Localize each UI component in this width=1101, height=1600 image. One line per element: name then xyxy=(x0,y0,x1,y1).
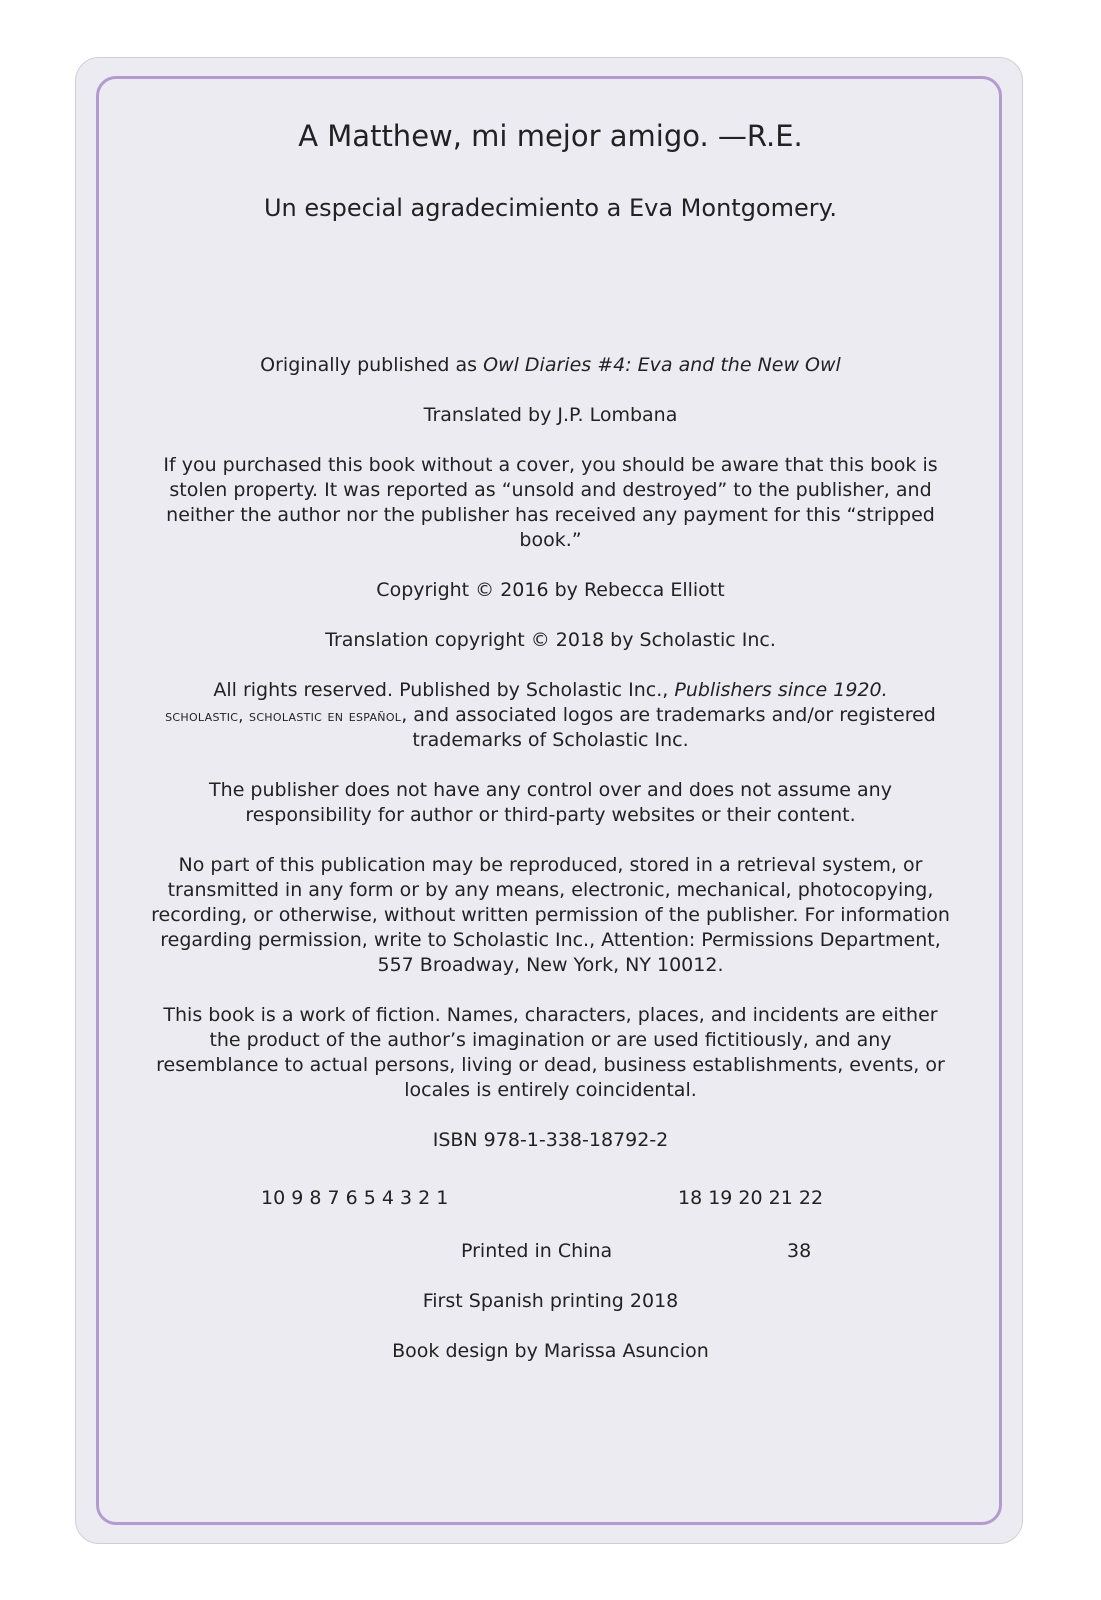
fiction-notice: This book is a work of fiction. Names, characters, places, and incidents are either the product of the author’s imagination or are used fictitiously, and any resemblance to actual persons, living or dead, business establishments, events, or locales is entirely coincidental. xyxy=(156,1004,945,1101)
dedication: A Matthew, mi mejor amigo. —R.E. xyxy=(298,119,803,153)
first-printing: First Spanish printing 2018 xyxy=(422,1290,679,1312)
rights-prefix: All rights reserved. Published by Scholastic Inc., xyxy=(213,679,675,701)
publisher-control-notice: The publisher does not have any control over and does not assume any responsibility for author or third-party websites or their content. xyxy=(209,779,892,826)
printed-code: 38 xyxy=(787,1240,812,1262)
trademark-names: scholastic, scholastic en español xyxy=(165,706,402,725)
rights-italic: Publishers since 1920. xyxy=(674,679,888,701)
reproduction-notice: No part of this publication may be reproduced, stored in a retrieval system, or transmitted in any form or by any means, electronic, mechanical, photocopying, recording, or otherwise, without written permission of the publisher. For information regarding permission, write to Scholastic Inc., Attention: Permissions Department, 557 Broadway, New York, NY 10012. xyxy=(151,854,950,976)
translator-credit: Translated by J.P. Lombana xyxy=(423,404,678,426)
print-line: 10 9 8 7 6 5 4 3 2 1 xyxy=(261,1187,449,1209)
original-prefix: Originally published as xyxy=(260,354,484,376)
translation-copyright-line: Translation copyright © 2018 by Scholastic Inc. xyxy=(325,629,776,651)
printed-in: Printed in China xyxy=(461,1240,613,1262)
design-credit: Book design by Marissa Asuncion xyxy=(392,1340,709,1362)
original-title: Owl Diaries #4: Eva and the New Owl xyxy=(483,354,841,376)
original-publication xyxy=(150,353,951,378)
year-line: 18 19 20 21 22 xyxy=(678,1187,824,1209)
acknowledgement: Un especial agradecimiento a Eva Montgomery. xyxy=(263,194,838,222)
stripped-book-notice: If you purchased this book without a cover, you should be aware that this book is stolen property. It was reported as “unsold and destroyed” to the publisher, and neither the author nor the publisher has received any payment for this “stripped book.” xyxy=(163,454,938,551)
rights-notice xyxy=(150,678,951,753)
trademark-rest: , and associated logos are trademarks and/or registered trademarks of Scholastic Inc. xyxy=(401,704,936,751)
copyright-line: Copyright © 2016 by Rebecca Elliott xyxy=(376,579,725,601)
isbn: ISBN 978-1-338-18792-2 xyxy=(432,1129,669,1151)
copyright-block xyxy=(150,353,951,1178)
